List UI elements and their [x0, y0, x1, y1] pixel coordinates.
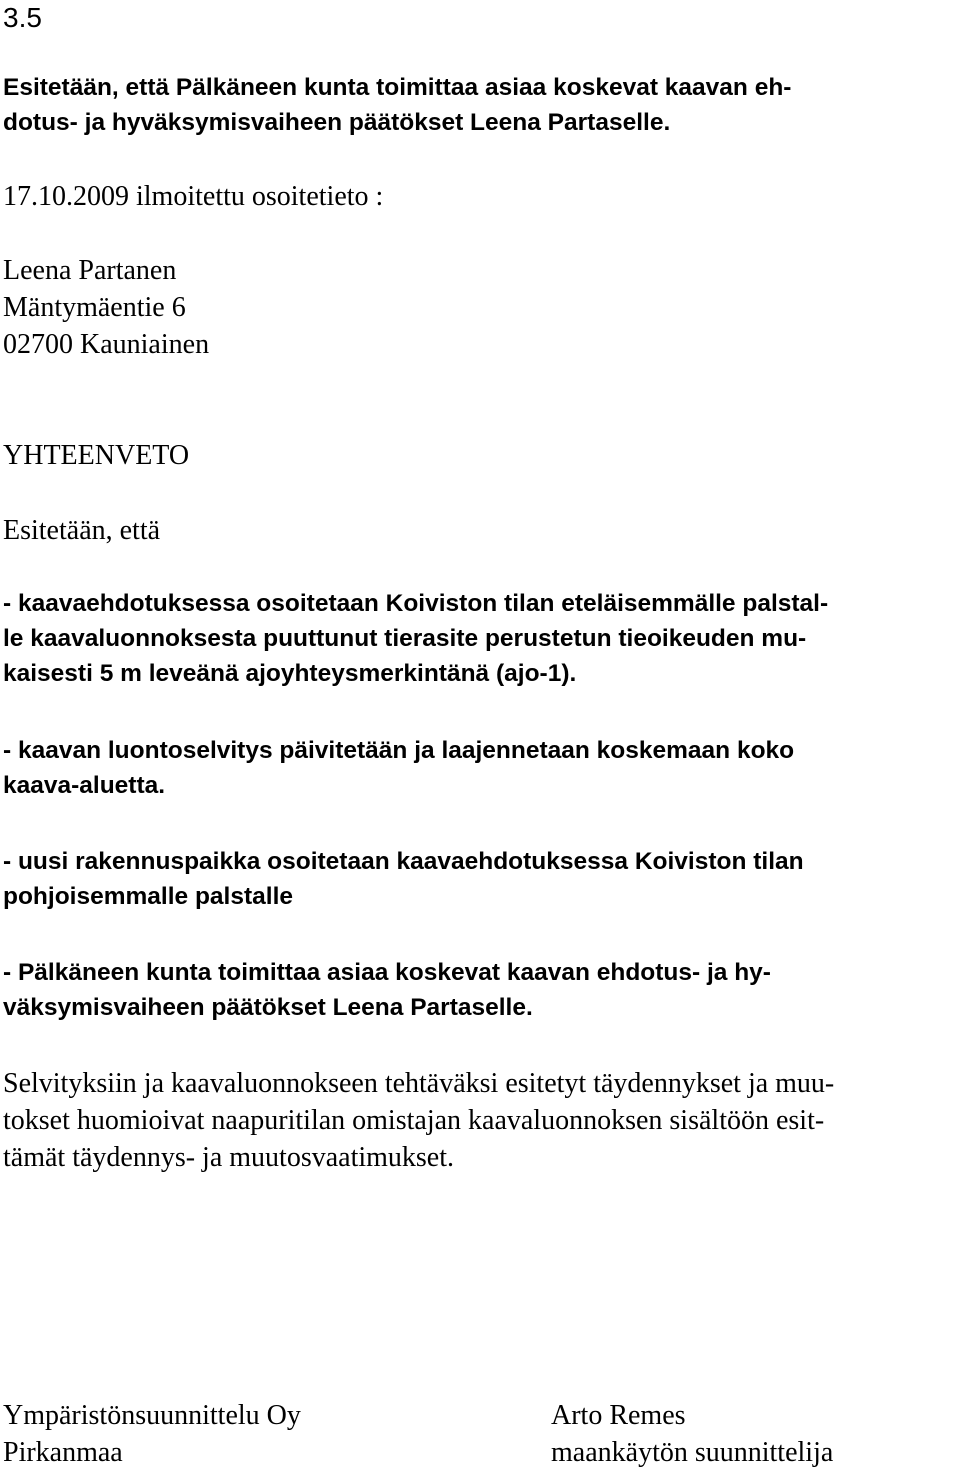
summary-item-line: - kaavaehdotuksessa osoitetaan Koiviston tilan eteläisemmälle palstal-	[3, 590, 829, 617]
summary-item-4	[3, 955, 771, 1025]
address-city: 02700 Kauniainen	[3, 329, 210, 360]
signature-org-region: Pirkanmaa	[3, 1437, 123, 1468]
summary-title: YHTEENVETO	[3, 440, 190, 471]
summary-item-3	[3, 844, 804, 914]
summary-item-line: pohjoisemmalle palstalle	[3, 883, 294, 910]
summary-item-1	[3, 586, 828, 691]
conclusion-paragraph	[3, 1065, 834, 1176]
summary-item-line: - kaavan luontoselvitys päivitetään ja laajennetaan koskemaan koko	[3, 737, 795, 764]
intro-line: Esitetään, että Pälkäneen kunta toimittaa asiaa koskevat kaavan eh-	[3, 74, 792, 101]
summary-item-line: kaisesti 5 m leveänä ajoyhteysmerkintänä (ajo-1).	[3, 660, 577, 687]
address-street: Mäntymäentie 6	[3, 292, 186, 323]
section-number: 3.5	[3, 2, 42, 33]
signature-person	[551, 1397, 833, 1471]
intro-paragraph	[3, 70, 791, 140]
address-block	[3, 252, 209, 363]
summary-item-line: - uusi rakennuspaikka osoitetaan kaavaehdotuksessa Koiviston tilan	[3, 848, 804, 875]
summary-lead: Esitetään, että	[3, 515, 161, 546]
summary-item-2	[3, 733, 794, 803]
conclusion-line: tämät täydennys- ja muutosvaatimukset.	[3, 1142, 455, 1173]
signature-organization	[3, 1397, 301, 1471]
address-note: 17.10.2009 ilmoitettu osoitetieto :	[3, 181, 384, 212]
conclusion-line: tokset huomioivat naapuritilan omistajan kaavaluonnoksen sisältöön esit-	[3, 1105, 825, 1136]
intro-line: dotus- ja hyväksymisvaiheen päätökset Leena Partaselle.	[3, 109, 671, 136]
summary-item-line: kaava-aluetta.	[3, 772, 166, 799]
summary-item-line: le kaavaluonnoksesta puuttunut tierasite perustetun tieoikeuden mu-	[3, 625, 807, 652]
signature-org-name: Ympäristönsuunnittelu Oy	[3, 1400, 301, 1431]
address-name: Leena Partanen	[3, 255, 177, 286]
summary-item-line: väksymisvaiheen päätökset Leena Partaselle.	[3, 994, 533, 1021]
signature-person-name: Arto Remes	[551, 1400, 686, 1431]
summary-item-line: - Pälkäneen kunta toimittaa asiaa koskevat kaavan ehdotus- ja hy-	[3, 959, 771, 986]
conclusion-line: Selvityksiin ja kaavaluonnokseen tehtäväksi esitetyt täydennykset ja muu-	[3, 1068, 835, 1099]
signature-person-title: maankäytön suunnittelija	[551, 1437, 834, 1468]
